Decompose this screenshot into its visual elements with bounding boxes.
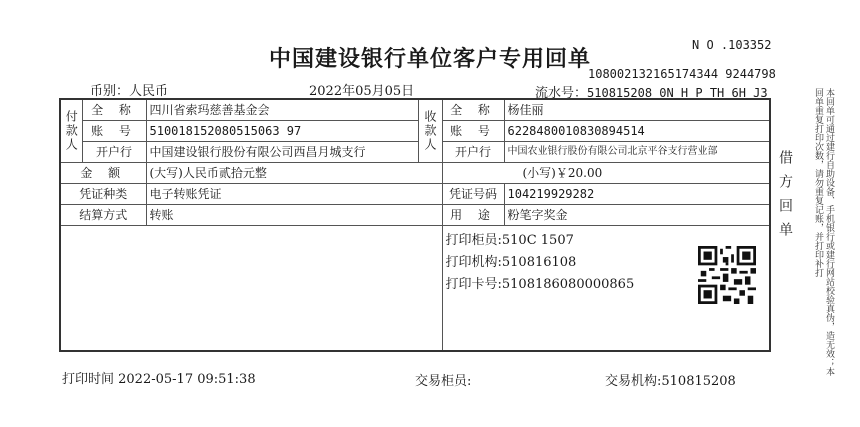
payer-bank-label: 开户行 xyxy=(82,142,146,163)
voucher-row xyxy=(60,184,770,205)
blank-area xyxy=(60,226,442,352)
verification-note: 本回单可通过建行自助设备、手机银行或建行网站校验真伪，造无效；本回单重复打印次数，请勿重复记账，并打印补打 xyxy=(813,88,834,376)
currency-row xyxy=(90,80,168,99)
bank-row xyxy=(60,142,770,163)
amount-upper: (大写)人民币贰拾元整 xyxy=(146,163,442,184)
payer-bank: 中国建设银行股份有限公司西昌月城支行 xyxy=(146,142,418,163)
payee-name: 杨佳丽 xyxy=(504,99,770,121)
document-number: N O .103352 xyxy=(692,38,772,52)
settlement-row xyxy=(60,205,770,226)
account-row xyxy=(60,121,770,142)
payer-section-label: 付款人 xyxy=(60,99,82,163)
voucher-type: 电子转账凭证 xyxy=(146,184,442,205)
amount-row xyxy=(60,163,770,184)
document-title: 中国建设银行单位客户专用回单 xyxy=(268,47,591,72)
payee-name-label: 全 称 xyxy=(442,99,504,121)
serial-value: 510815208 0N H P TH 6H J3 xyxy=(587,86,768,100)
payer-name-label: 全 称 xyxy=(82,99,146,121)
print-row xyxy=(60,226,770,352)
payee-section-label: 收款人 xyxy=(418,99,442,163)
print-time: 打印时间 2022-05-17 09:51:38 xyxy=(62,372,256,387)
transaction-date: 2022年05月05日 xyxy=(309,84,415,99)
reference-number: 108002132165174344 9244798 xyxy=(588,67,776,81)
payee-account: 6228480010830894514 xyxy=(504,121,770,142)
payer-account-label: 账 号 xyxy=(82,121,146,142)
payer-name: 四川省索玛慈善基金会 xyxy=(146,99,418,121)
name-row xyxy=(60,99,770,121)
currency-label: 币别： xyxy=(90,84,130,99)
voucher-no: 104219929282 xyxy=(504,184,770,205)
payer-account: 510018152080515063 97 xyxy=(146,121,418,142)
print-org: 打印机构:510816108 xyxy=(445,255,577,270)
payee-account-label: 账 号 xyxy=(442,121,504,142)
debit-receipt-tag: 借方回单 xyxy=(777,150,793,246)
purpose-value: 粉笔字奖金 xyxy=(504,205,770,226)
voucher-type-label: 凭证种类 xyxy=(60,184,146,205)
currency-value: 人民币 xyxy=(129,84,169,99)
print-teller: 打印柜员:510C 1507 xyxy=(445,233,574,248)
amount-lower: (小写)￥20.00 xyxy=(442,163,770,184)
settlement-label: 结算方式 xyxy=(60,205,146,226)
serial-label: 流水号： xyxy=(535,86,588,101)
trade-org: 交易机构:510815208 xyxy=(605,374,736,389)
qr-code-icon xyxy=(698,246,756,304)
purpose-label: 用 途 xyxy=(442,205,504,226)
payee-bank: 中国农业银行股份有限公司北京平谷支行营业部 xyxy=(504,142,770,163)
trade-teller: 交易柜员: xyxy=(415,374,472,389)
voucher-no-label: 凭证号码 xyxy=(442,184,504,205)
receipt-table xyxy=(59,98,771,352)
amount-label: 金 额 xyxy=(60,163,146,184)
settlement-value: 转账 xyxy=(146,205,442,226)
payee-bank-label: 开户行 xyxy=(442,142,504,163)
print-card: 打印卡号:5108186080000865 xyxy=(445,277,635,292)
